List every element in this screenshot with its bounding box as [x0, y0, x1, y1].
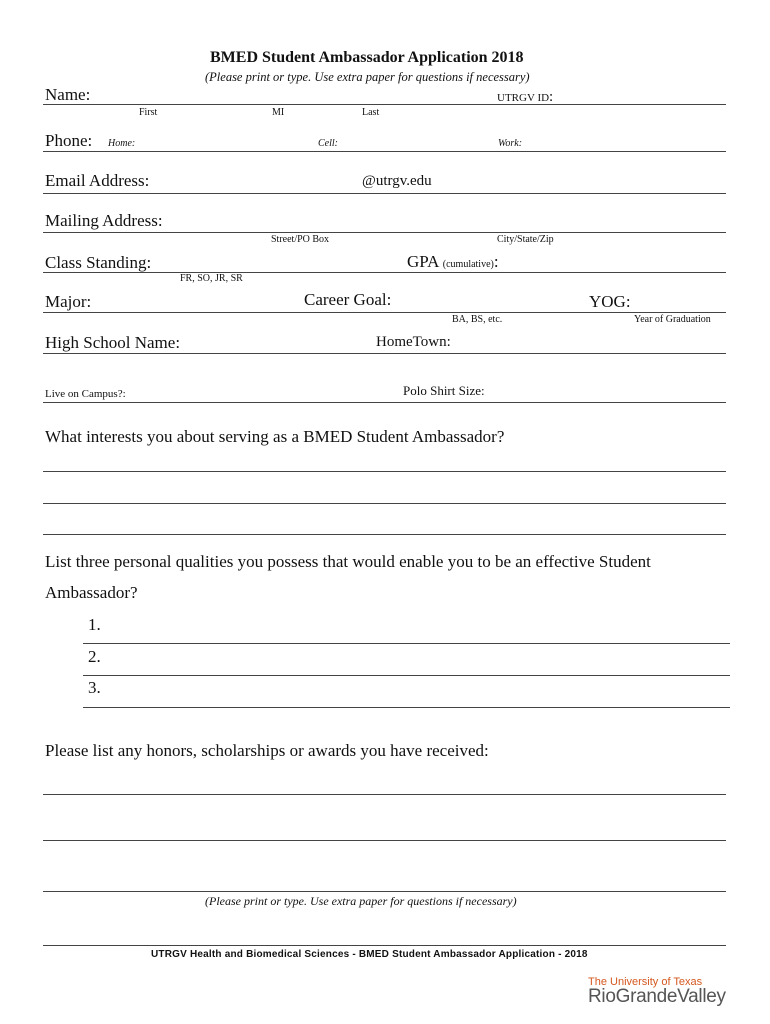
- quality-line-3[interactable]: [83, 707, 730, 708]
- first-name-hint: First: [139, 107, 158, 118]
- yog-hint: Year of Graduation: [634, 314, 711, 325]
- degree-hint: BA, BS, etc.: [452, 314, 503, 325]
- email-domain: @utrgv.edu: [362, 173, 432, 189]
- mailing-field-line[interactable]: [43, 232, 726, 233]
- city-state-zip-hint: City/State/Zip: [497, 234, 554, 245]
- yog-label: YOG:: [589, 292, 631, 311]
- campus-field-line[interactable]: [43, 402, 726, 403]
- phone-field-line[interactable]: [43, 151, 726, 152]
- footer-divider: [43, 945, 726, 946]
- hometown-label: HomeTown:: [376, 334, 451, 350]
- polo-shirt-label: Polo Shirt Size:: [403, 383, 485, 398]
- page-subtitle: (Please print or type. Use extra paper for questions if necessary): [205, 70, 530, 84]
- gpa-label: GPA (cumulative):: [407, 252, 499, 271]
- last-name-hint: Last: [362, 107, 380, 118]
- mi-hint: MI: [272, 107, 285, 118]
- answer-line[interactable]: [43, 534, 726, 535]
- question-interests: What interests you about serving as a BMED Student Ambassador?: [45, 427, 505, 446]
- quality-number-3: 3.: [88, 678, 101, 697]
- page-title: BMED Student Ambassador Application 2018: [210, 49, 524, 66]
- class-standing-field-line[interactable]: [43, 272, 726, 273]
- quality-number-1: 1.: [88, 615, 101, 634]
- mailing-label: Mailing Address:: [45, 211, 163, 230]
- email-label: Email Address:: [45, 171, 150, 190]
- answer-line[interactable]: [43, 794, 726, 795]
- high-school-label: High School Name:: [45, 333, 181, 352]
- answer-line[interactable]: [43, 503, 726, 504]
- answer-line[interactable]: [43, 891, 726, 892]
- utrgv-id-label: UTRGV ID:: [497, 89, 554, 105]
- phone-cell-label: Cell:: [318, 138, 338, 149]
- class-standing-label: Class Standing:: [45, 253, 152, 272]
- phone-work-label: Work:: [498, 138, 523, 149]
- question-qualities-cont: Ambassador?: [45, 583, 138, 602]
- street-hint: Street/PO Box: [271, 234, 330, 245]
- quality-line-2[interactable]: [83, 675, 730, 676]
- major-label: Major:: [45, 292, 92, 311]
- answer-line[interactable]: [43, 840, 726, 841]
- name-field-line[interactable]: [43, 104, 726, 105]
- question-qualities: List three personal qualities you possess that would enable you to be an effective Student: [45, 552, 651, 571]
- class-standing-hint: FR, SO, JR, SR: [180, 273, 243, 284]
- logo-line-rgv: RioGrandeValley: [588, 986, 726, 1007]
- quality-number-2: 2.: [88, 647, 101, 666]
- career-goal-label: Career Goal:: [304, 290, 392, 309]
- high-school-field-line[interactable]: [43, 353, 726, 354]
- bottom-note: (Please print or type. Use extra paper for questions if necessary): [205, 894, 517, 908]
- phone-home-label: Home:: [108, 138, 136, 149]
- utrgv-logo: [588, 976, 726, 1008]
- email-field-line[interactable]: [43, 193, 726, 194]
- live-on-campus-label: Live on Campus?:: [45, 388, 126, 400]
- phone-label: Phone:: [45, 131, 93, 150]
- question-honors: Please list any honors, scholarships or awards you have received:: [45, 741, 489, 760]
- major-field-line[interactable]: [43, 312, 726, 313]
- quality-line-1[interactable]: [83, 643, 730, 644]
- logo-line-university: The University of Texas: [588, 976, 703, 988]
- footer-text: UTRGV Health and Biomedical Sciences - BMED Student Ambassador Application - 2018: [151, 949, 588, 960]
- name-label: Name:: [45, 85, 91, 104]
- answer-line[interactable]: [43, 471, 726, 472]
